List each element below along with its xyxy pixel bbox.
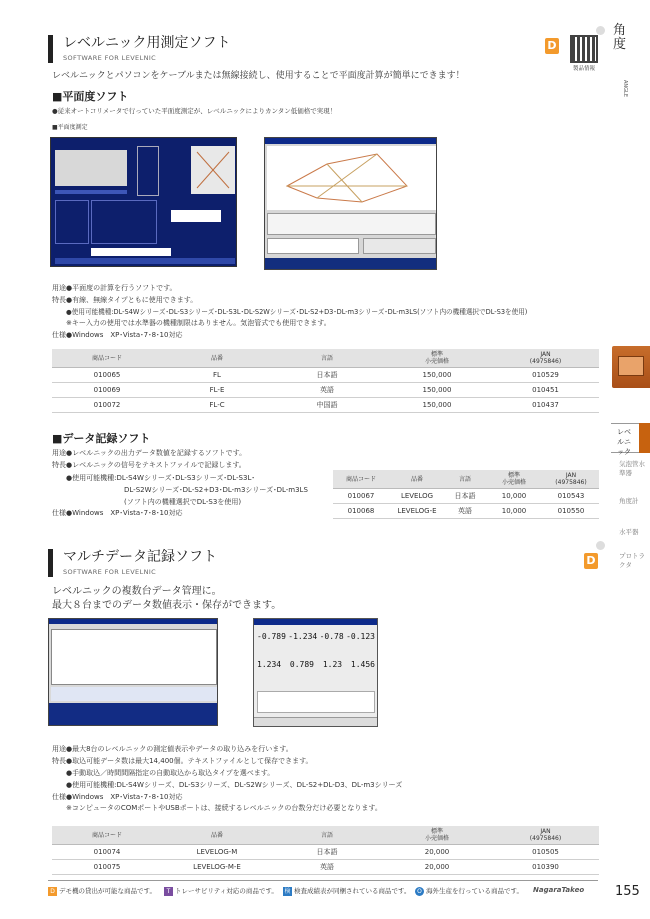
category-dot-icon — [596, 26, 605, 35]
multidata-desc-1: 特長●取込可能データ数は最大14,400個。テキストファイルとして保存できます。 — [52, 757, 313, 765]
datalog-desc-4: (ソフト内の機種選択でDL-S3を使用) — [124, 498, 242, 506]
datalog-heading: ■データ記録ソフト — [52, 432, 151, 445]
footer-note-demo — [48, 886, 156, 896]
cell: 010451 — [492, 383, 599, 398]
flatness-desc-4: 仕様●Windows XP･Vista･7･8･10対応 — [52, 331, 183, 339]
col-price: 標準 小売価格 — [485, 470, 543, 489]
cell: 10,000 — [485, 489, 543, 504]
cell: FL — [162, 368, 272, 383]
section1-tagline: レベルニックとパソコンをケーブルまたは無線接続し、使用することで平面度計算が簡単にできます！ — [52, 71, 465, 81]
footer-note-text: デモ機の貸出が可能な商品です。 — [59, 887, 156, 895]
cell: 150,000 — [382, 383, 492, 398]
flatness-desc-2: ●使用可能機種:DL-S4Wシリーズ･DL-S3シリーズ･DL-S3L･DL-S2Wシリーズ･DL-S2+D3･DL-m3シリーズ･DL-m3LS(ソフト内の機種選択でDL-S3を使用) — [66, 308, 528, 316]
brand-logo: NagaraTakeo — [533, 886, 585, 894]
reading-value: -0.78 — [319, 632, 344, 641]
qr-label: 製品情報 — [573, 66, 596, 72]
cell: 010437 — [492, 398, 599, 413]
flatness-heading: ■平面度ソフト — [52, 90, 129, 103]
datalog-desc-0: 用途●レベルニックの出力データ数値を記録するソフトです。 — [52, 449, 247, 457]
cell: 010065 — [52, 368, 162, 383]
multidata-desc-0: 用途●最大8台のレベルニックの測定値表示やデータの取り込みを行います。 — [52, 745, 293, 753]
cell: LEVELOG-E — [389, 504, 445, 519]
cell: 150,000 — [382, 398, 492, 413]
flatness-screenshot-2 — [264, 137, 437, 270]
col-part: 品番 — [389, 470, 445, 489]
col-part: 品番 — [162, 826, 272, 845]
cell: 010068 — [333, 504, 389, 519]
category-title: 角度 — [613, 23, 627, 52]
col-lang: 言語 — [272, 826, 382, 845]
side-tab-level[interactable]: 水平器 — [619, 528, 639, 536]
datalog-table — [333, 470, 599, 519]
table-row — [52, 860, 599, 875]
multidata-desc-3: ●使用可能機種:DL-S4Wシリーズ、DL-S3シリーズ、DL-S2Wシリーズ、DL-S2+DL-D3、DL-m3シリーズ — [66, 781, 403, 789]
cell: 中国語 — [272, 398, 382, 413]
col-price: 標準 小売価格 — [382, 349, 492, 368]
section2-dot-icon — [596, 541, 605, 550]
col-jan: JAN (4975846) — [543, 470, 599, 489]
col-price: 標準 小売価格 — [382, 826, 492, 845]
table-row — [333, 504, 599, 519]
datalog-desc-2: ●使用可能機種:DL-S4Wシリーズ･DL-S3シリーズ･DL-S3L･ — [66, 474, 255, 482]
side-tab-active-marker — [639, 423, 650, 453]
footer-note-trace — [164, 886, 278, 896]
flatness-caption: ■平面度測定 — [52, 124, 88, 131]
flatness-table — [52, 349, 599, 413]
footer-note-overseas — [415, 886, 523, 896]
section2-tagline-1: レベルニックの複数台データ管理に。 — [52, 586, 222, 597]
col-code: 商品コード — [333, 470, 389, 489]
table-row — [333, 489, 599, 504]
section-header-levelnic — [48, 35, 560, 63]
section-subtitle: SOFTWARE FOR LEVELNIC — [63, 54, 157, 62]
table-header-row — [333, 470, 599, 489]
cell: 20,000 — [382, 860, 492, 875]
table-row — [52, 398, 599, 413]
flatness-lead: ●従来オートコリメータで行っていた平面度測定が、レベルニックによりカンタン低価格で実現！ — [52, 107, 337, 115]
category-image — [612, 346, 650, 388]
table-row — [52, 845, 599, 860]
col-code: 商品コード — [52, 349, 162, 368]
cell: 20,000 — [382, 845, 492, 860]
category-title-en: ANGLE — [622, 80, 628, 97]
reading-value: 1.234 — [257, 660, 282, 669]
flatness-surface-plot-icon — [267, 146, 436, 210]
reading-value: -0.123 — [346, 632, 375, 641]
section-header-multidata — [48, 549, 560, 577]
multidata-table — [52, 826, 599, 875]
cell: 010529 — [492, 368, 599, 383]
cell: 150,000 — [382, 368, 492, 383]
demo-icon: D — [48, 887, 57, 896]
traceability-icon: T — [164, 887, 173, 896]
flatness-desc-0: 用途●平面度の計算を行うソフトです。 — [52, 284, 177, 292]
cell: 010543 — [543, 489, 599, 504]
datalog-desc-3: DL-S2Wシリーズ･DL-S2+D3･DL-m3シリーズ･DL-m3LS — [124, 486, 308, 494]
col-jan: JAN (4975846) — [492, 349, 599, 368]
demo-badge: D — [545, 38, 559, 54]
section-subtitle: SOFTWARE FOR LEVELNIC — [63, 568, 157, 576]
side-tab-levelnic: レベルニック — [617, 428, 631, 456]
cell: 010390 — [492, 860, 599, 875]
cell: LEVELOG — [389, 489, 445, 504]
footer-note-text: トレーサビリティ対応の商品です。 — [175, 887, 278, 895]
footer-note-inspect — [283, 886, 410, 896]
table-row — [52, 368, 599, 383]
flatness-desc-3: ※キー入力の使用では水準器の機種制限はありません。気泡管式でも使用できます。 — [66, 319, 331, 327]
cell: 010075 — [52, 860, 162, 875]
table-header-row — [52, 349, 599, 368]
cell: FL-C — [162, 398, 272, 413]
cell: 日本語 — [272, 368, 382, 383]
cell: 010069 — [52, 383, 162, 398]
cell: 10,000 — [485, 504, 543, 519]
footer-note-text: 海外生産を行っている商品です。 — [426, 887, 523, 895]
section-title: マルチデータ記録ソフト — [63, 549, 217, 565]
multidata-desc-5: ※コンピュータのCOMポートやUSBポートは、接続するレベルニックの台数分だけ必要となります。 — [66, 804, 382, 812]
qr-code-icon — [570, 35, 598, 63]
side-tab-active[interactable] — [611, 423, 639, 456]
multidata-desc-2: ●手動取込／時間間隔指定の自動取込から取込タイプを選べます。 — [66, 769, 275, 777]
table-header-row — [52, 826, 599, 845]
col-part: 品番 — [162, 349, 272, 368]
side-tab-angle[interactable]: 角度計 — [619, 497, 639, 505]
col-jan: JAN (4975846) — [492, 826, 599, 845]
overseas-icon: O — [415, 887, 424, 896]
cell: LEVELOG-M-E — [162, 860, 272, 875]
cell: 010550 — [543, 504, 599, 519]
cell: FL-E — [162, 383, 272, 398]
cell: 010067 — [333, 489, 389, 504]
cell: 英語 — [445, 504, 485, 519]
col-lang: 言語 — [272, 349, 382, 368]
cell: 英語 — [272, 860, 382, 875]
cell: 日本語 — [445, 489, 485, 504]
reading-value: -1.234 — [288, 632, 318, 641]
flatness-screenshot-1 — [50, 137, 237, 267]
reading-value: 1.456 — [350, 660, 375, 669]
col-lang: 言語 — [445, 470, 485, 489]
reading-value: -0.789 — [257, 632, 286, 641]
col-code: 商品コード — [52, 826, 162, 845]
multidata-desc-4: 仕様●Windows XP･Vista･7･8･10対応 — [52, 793, 183, 801]
flatness-desc-1: 特長●有線、無線タイプともに使用できます。 — [52, 296, 198, 304]
side-tab-bubble[interactable]: 気泡管水準器 — [619, 460, 645, 477]
cell: 010074 — [52, 845, 162, 860]
section2-tagline-2: 最大８台までのデータ数値表示・保存ができます。 — [52, 600, 282, 611]
section-title: レベルニック用測定ソフト — [63, 35, 231, 51]
footer-divider — [48, 880, 598, 881]
datalog-desc-1: 特長●レベルニックの信号をテキストファイルで記録します。 — [52, 461, 246, 469]
cell: 010505 — [492, 845, 599, 860]
flatness-plot-icon — [191, 146, 235, 194]
demo-badge: D — [584, 553, 598, 569]
datalog-desc-5: 仕様●Windows XP･Vista･7･8･10対応 — [52, 509, 183, 517]
inspection-icon: 検 — [284, 887, 291, 895]
reading-value: 1.23 — [322, 660, 343, 669]
reading-value: 0.789 — [289, 660, 314, 669]
multidata-screenshot-2 — [253, 618, 378, 727]
table-row — [52, 383, 599, 398]
cell: LEVELOG-M — [162, 845, 272, 860]
page-number: 155 — [615, 884, 640, 899]
footer-note-text: 検査成績表が同梱されている商品です。 — [294, 887, 411, 895]
side-tab-protractor[interactable]: プロトラクタ — [619, 552, 645, 569]
cell: 010072 — [52, 398, 162, 413]
multidata-screenshot-1 — [48, 618, 218, 726]
cell: 日本語 — [272, 845, 382, 860]
cell: 英語 — [272, 383, 382, 398]
